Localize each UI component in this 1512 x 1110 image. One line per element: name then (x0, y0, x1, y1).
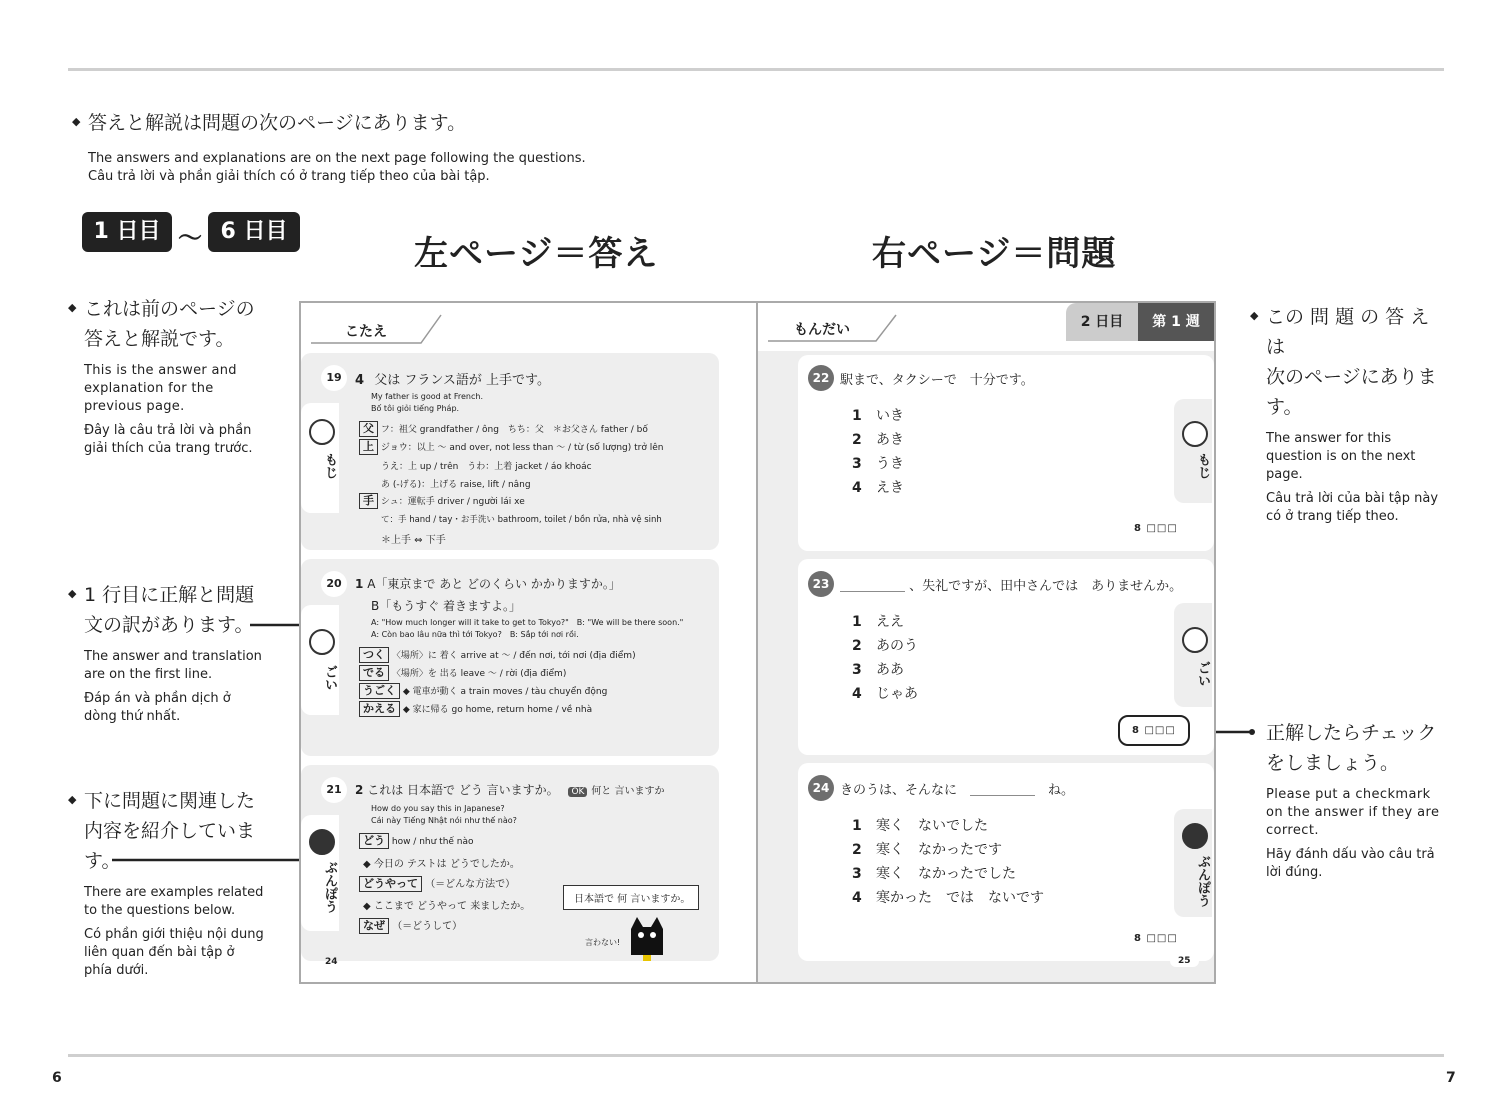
title-right-page: 右ページ＝問題 (872, 234, 1117, 274)
q24-opt4-text: 寒かった では ないです (876, 890, 1044, 906)
answer-line-a-20: A「東京まで あと どのくらい かかりますか。」 (367, 577, 621, 591)
answer-card-21 (301, 765, 719, 961)
answer-vi-20: A: Còn bao lâu nữa thì tới Tokyo? B: Sắp tới nơi rồi. (371, 630, 579, 639)
kanji-2-text-2: うえ：上 up / trên うわ：上着 jacket / áo khoác (381, 462, 592, 472)
q24-option-4[interactable] (852, 887, 1044, 907)
owl-icon (309, 419, 335, 445)
q23-opt4-text: じゃあ (876, 686, 918, 702)
kanji-2-text-1: ジョウ：以上 ～ and over, not less than ～ / từ (số lượng) trở lên (380, 443, 664, 453)
right-header-underline (758, 303, 918, 349)
side-right-1-jp1: ◆ この 問 題 の 答 え は (1266, 306, 1430, 358)
left-header-underline (301, 303, 461, 349)
answer-num-20: 20 (321, 571, 347, 597)
kanji-box-3: 手 (359, 493, 378, 509)
side-left-3-jp3: す。 (84, 850, 121, 872)
side-left-3-en: There are examples related to the questions below. (84, 885, 264, 918)
lion-icon-right (1182, 627, 1208, 653)
grammar-text-1: how / như thế nào (391, 837, 474, 847)
left-book-page (299, 301, 758, 984)
page-number-right: 7 (1446, 1070, 1456, 1086)
q22-option-2[interactable] (852, 429, 904, 449)
q22-opt3-text: うき (876, 456, 904, 472)
right-book-page (756, 301, 1216, 984)
kanji-box-2: 上 (359, 439, 378, 455)
right-tab-bunpou-label: ぶんぽう (1195, 855, 1210, 907)
answer-choice-20: 1 (355, 577, 364, 591)
answer-sentence-19: 父は フランス語が 上手です。 (374, 373, 551, 388)
side-left-3-jp1: ◆ 下に問題に関連した (84, 790, 256, 812)
day-separator: 〜 (178, 224, 202, 252)
answer-card-20 (301, 559, 719, 756)
word-box-3: うごく (359, 683, 400, 699)
answer-en-19: My father is good at French. (371, 392, 483, 401)
q24-opt3-num: 3 (852, 866, 862, 882)
grammar-text-3: （＝どんな方法で） (425, 879, 516, 890)
checkbox-row-23-highlighted[interactable]: 8 □□□ (1118, 715, 1190, 746)
side-right-2-jp1: 正解したらチェック (1266, 722, 1437, 744)
q24-opt4-num: 4 (852, 890, 862, 906)
right-tab-bunpou (1174, 809, 1212, 917)
right-tab-goi (1174, 603, 1212, 707)
word-text-2: 〈場所〉を 出る leave ～ / rời (địa điểm) (391, 669, 567, 679)
left-tab-bunpou-label: ぶんぽう (322, 861, 337, 913)
checkbox-row-24[interactable]: 8 □□□ (1134, 933, 1178, 944)
speech-bubble: 日本語で 何 言いますか。 (563, 885, 699, 910)
left-tab-bunpou (301, 815, 339, 931)
answer-en-21: How do you say this in Japanese? (371, 804, 505, 813)
ok-badge: OK (568, 787, 587, 797)
grammar-text-4: ◆ ここまで どうやって 来ましたか。 (363, 901, 531, 912)
q22-opt2-num: 2 (852, 432, 862, 448)
q24-opt2-num: 2 (852, 842, 862, 858)
question-card-23 (798, 559, 1214, 755)
answer-sentence-21: これは 日本語で どう 言いますか。 (367, 783, 559, 797)
q24-option-2[interactable] (852, 839, 1002, 859)
q23-option-2[interactable] (852, 635, 918, 655)
q24-opt1-num: 1 (852, 818, 862, 834)
q22-opt4-text: えき (876, 480, 904, 496)
left-page-number: 24 (325, 957, 338, 967)
kanji-box-1: 父 (359, 421, 378, 437)
kanji-3-text-2: て：手 hand / tay・お手洗い bathroom, toilet / bồn rửa, nhà vệ sinh (381, 515, 662, 525)
side-left-3-jp2: 内容を紹介していま (84, 820, 256, 842)
checkbox-row-22[interactable]: 8 □□□ (1134, 523, 1178, 534)
question-text-23: ＿＿＿＿＿ 、失礼ですが、田中さんでは ありませんか。 (840, 579, 1183, 594)
right-week-label: 第 1 週 (1138, 303, 1214, 341)
question-num-22: 22 (808, 365, 834, 391)
word-box-2: でる (359, 665, 389, 681)
kanji-2-text-3: あ (-げる)：上げる raise, lift / nâng (381, 480, 531, 490)
answer-num-19: 19 (321, 365, 347, 391)
q22-opt4-num: 4 (852, 480, 862, 496)
side-right-block-2 (1266, 718, 1446, 882)
grammar-box-5: なぜ (359, 918, 389, 934)
right-tab-goi-label: ごい (1195, 661, 1210, 687)
word-box-1: つく (359, 647, 389, 663)
answer-vi-19: Bố tôi giỏi tiếng Pháp. (371, 404, 460, 413)
q23-option-3[interactable] (852, 659, 904, 679)
answer-card-19 (301, 353, 719, 550)
q22-opt1-text: いき (876, 408, 904, 424)
question-card-24 (798, 763, 1214, 961)
q23-opt1-num: 1 (852, 614, 862, 630)
q23-opt2-num: 2 (852, 638, 862, 654)
answer-en-20: A: "How much longer will it take to get to Tokyo?" B: "We will be there soon." (371, 618, 684, 627)
answer-choice-19: 4 (355, 373, 365, 388)
q23-opt4-num: 4 (852, 686, 862, 702)
q24-option-1[interactable] (852, 815, 988, 835)
side-right-1-jp2: 次のページにありま (1266, 366, 1437, 388)
right-day-label: 2 日目 (1066, 303, 1138, 341)
left-tab-moji-label: もじ (322, 453, 337, 479)
intro-vi: Câu trả lời và phần giải thích có ở trang tiếp theo của bài tập. (88, 169, 490, 184)
side-right-block-1 (1266, 302, 1446, 526)
q22-option-3[interactable] (852, 453, 904, 473)
intro-en: The answers and explanations are on the next page following the questions. (88, 151, 586, 166)
side-left-2-en: The answer and translation are on the first line. (84, 649, 262, 682)
left-page-header: こたえ (345, 324, 387, 340)
kanji-3-text-3: ＊上手 ⇔ 下手 (381, 535, 446, 546)
cat-icon (625, 915, 669, 961)
side-left-1-en: This is the answer and explanation for the previous page. (84, 363, 237, 414)
side-left-2-jp1: ◆ 1 行目に正解と問題 (84, 584, 255, 606)
title-left-page: 左ページ＝答え (414, 234, 659, 274)
side-left-1-vi: Đây là câu trả lời và phần giải thích của trang trước. (84, 423, 253, 456)
side-right-1-en: The answer for this question is on the next page. (1266, 431, 1416, 482)
question-text-22: 駅まで、タクシーで 十分です。 (840, 373, 1034, 388)
side-right-1-jp3: す。 (1266, 396, 1303, 418)
side-right-2-vi: Hãy đánh dấu vào câu trả lời đúng. (1266, 847, 1435, 880)
side-right-2-en: Please put a checkmark on the answer if they are correct. (1266, 787, 1440, 838)
question-text-24: きのうは、そんなに ＿＿＿＿＿ ね。 (840, 783, 1075, 798)
cat-say-text: 言わない! (585, 938, 621, 947)
q22-opt2-text: あき (876, 432, 904, 448)
right-tab-moji-label: もじ (1195, 453, 1210, 479)
answer-num-21: 21 (321, 777, 347, 803)
left-tab-moji (301, 403, 339, 513)
left-tab-goi (301, 605, 339, 715)
q22-option-4[interactable] (852, 477, 904, 497)
side-right-1-vi: Câu trả lời của bài tập này có ở trang tiếp theo. (1266, 491, 1439, 524)
left-tab-goi-label: ごい (322, 665, 337, 691)
q23-opt2-text: あのう (876, 638, 918, 654)
q23-opt1-text: ええ (876, 614, 904, 630)
q23-opt3-num: 3 (852, 662, 862, 678)
ok-text: 何と 言いますか (591, 786, 665, 797)
side-left-1-jp2: 答えと解説です。 (84, 328, 235, 350)
q24-opt1-text: 寒く ないでした (876, 818, 988, 834)
side-left-2-jp2: 文の訳があります。 (84, 614, 254, 636)
q24-opt3-text: 寒く なかったでした (876, 866, 1016, 882)
answer-line-b-20: B「もうすぐ 着きますよ。」 (371, 599, 522, 613)
word-text-3: ◆ 電車が動く a train moves / tàu chuyển động (402, 687, 608, 697)
answer-choice-21: 2 (355, 783, 364, 797)
grammar-box-3: どうやって (359, 876, 422, 892)
monkey-icon-right (1182, 823, 1208, 849)
q22-opt3-num: 3 (852, 456, 862, 472)
kanji-3-text-1: シュ：運転手 driver / người lái xe (380, 497, 525, 507)
q23-opt3-text: ああ (876, 662, 904, 678)
grammar-text-5: （＝どうして） (392, 921, 463, 932)
grammar-box-1: どう (359, 833, 389, 849)
day-from-box: 1 日目 (82, 212, 172, 252)
answer-vi-21: Cái này Tiếng Nhật nói như thế nào? (371, 816, 517, 825)
kanji-1-text: フ：祖父 grandfather / ông ちち：父 ＊お父さん father / bố (380, 425, 648, 435)
word-text-4: ◆ 家に帰る go home, return home / về nhà (402, 705, 593, 715)
intro-jp: ◆ 答えと解説は問題の次のページにあります。 (88, 112, 467, 134)
q23-option-1[interactable] (852, 611, 904, 631)
q24-opt2-text: 寒く なかったです (876, 842, 1002, 858)
page-number-left: 6 (52, 1070, 62, 1086)
question-num-24: 24 (808, 775, 834, 801)
day-to-box: 6 日目 (208, 212, 300, 252)
owl-icon-right (1182, 421, 1208, 447)
right-page-header: もんだい (794, 322, 850, 338)
word-box-4: かえる (359, 701, 400, 717)
q22-opt1-num: 1 (852, 408, 862, 424)
side-left-2-vi: Đáp án và phần dịch ở dòng thứ nhất. (84, 691, 231, 724)
question-card-22 (798, 355, 1214, 551)
word-text-1: 〈場所〉に 着く arrive at ～ / đến nơi, tới nơi (địa điểm) (391, 651, 636, 661)
lion-icon (309, 629, 335, 655)
right-tab-moji (1174, 399, 1212, 503)
q24-option-3[interactable] (852, 863, 1016, 883)
side-left-1-jp1: ◆ これは前のページの (84, 298, 255, 320)
side-right-2-jp2: をしましょう。 (1266, 752, 1400, 774)
q23-option-4[interactable] (852, 683, 918, 703)
grammar-text-2: ◆ 今日の テストは どうでしたか。 (363, 859, 520, 870)
question-num-23: 23 (808, 571, 834, 597)
right-page-number: 25 (1170, 955, 1199, 967)
monkey-icon (309, 829, 335, 855)
q22-option-1[interactable] (852, 405, 904, 425)
side-left-3-vi: Có phần giới thiệu nội dung liên quan đến bài tập ở phía dưới. (84, 927, 264, 978)
